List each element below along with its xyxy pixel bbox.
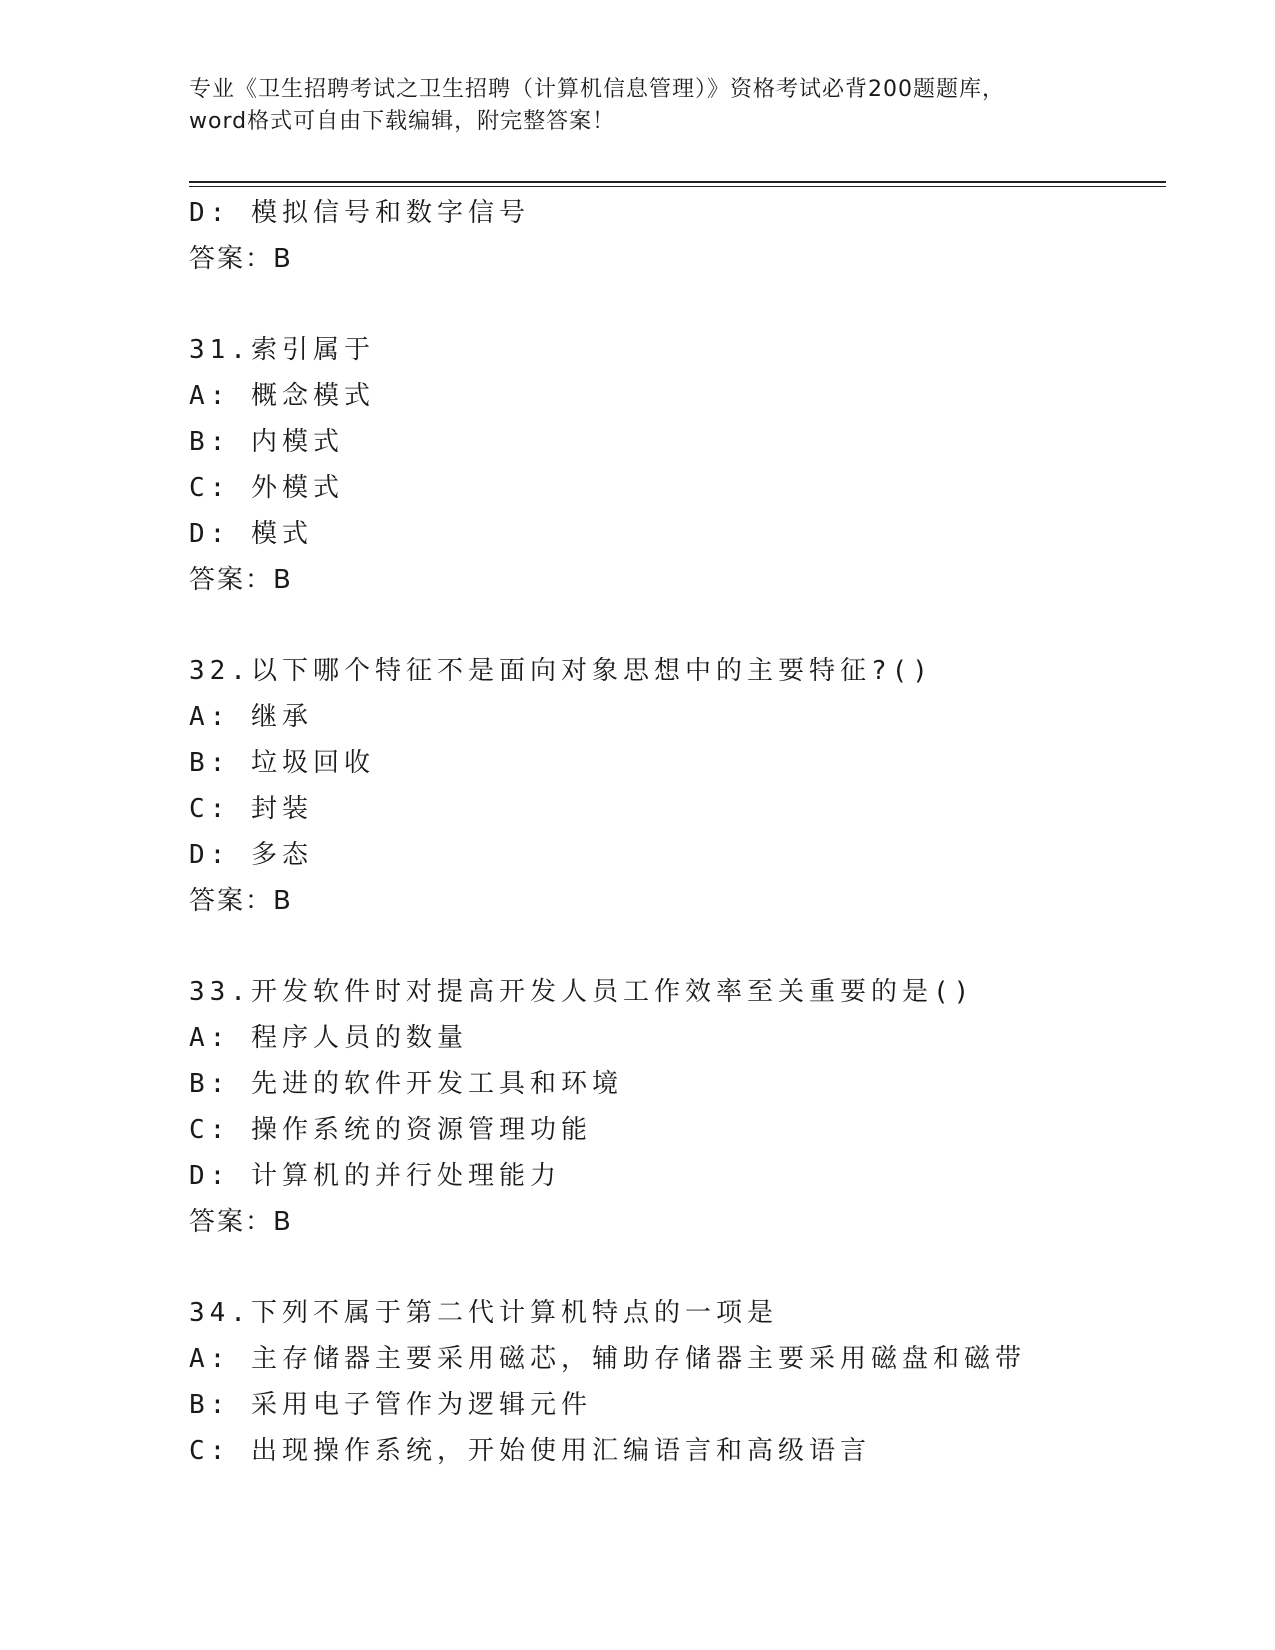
question-block-33 xyxy=(189,969,1169,1245)
question-text: 34.下列不属于第二代计算机特点的一项是 xyxy=(189,1298,778,1328)
option-d: D: 模式 xyxy=(189,519,313,549)
option-d: D: 模拟信号和数字信号 xyxy=(189,198,530,228)
option-a: A: 主存储器主要采用磁芯，辅助存储器主要采用磁盘和磁带 xyxy=(189,1344,1026,1374)
answer: 答案：B xyxy=(189,1207,293,1237)
question-text: 32.以下哪个特征不是面向对象思想中的主要特征?() xyxy=(189,656,933,686)
option-b: B: 采用电子管作为逻辑元件 xyxy=(189,1390,592,1420)
option-b: B: 垃圾回收 xyxy=(189,748,375,778)
option-c: C: 外模式 xyxy=(189,473,344,503)
option-c: C: 出现操作系统，开始使用汇编语言和高级语言 xyxy=(189,1436,871,1466)
answer: 答案：B xyxy=(189,565,293,595)
question-block-32 xyxy=(189,648,1169,924)
header-divider-thin xyxy=(189,186,1166,187)
question-text: 31.索引属于 xyxy=(189,335,375,365)
option-a: A: 继承 xyxy=(189,702,313,732)
document-header xyxy=(189,74,1089,138)
question-block-34 xyxy=(189,1290,1169,1474)
option-d: D: 多态 xyxy=(189,840,313,870)
question-block-31 xyxy=(189,327,1169,603)
option-a: A: 程序人员的数量 xyxy=(189,1023,468,1053)
question-text: 33.开发软件时对提高开发人员工作效率至关重要的是() xyxy=(189,977,975,1007)
option-d: D: 计算机的并行处理能力 xyxy=(189,1161,561,1191)
answer: 答案：B xyxy=(189,244,293,274)
header-title-line-2: word格式可自由下载编辑，附完整答案！ xyxy=(189,109,616,134)
option-b: B: 内模式 xyxy=(189,427,344,457)
answer: 答案：B xyxy=(189,886,293,916)
header-divider-thick xyxy=(189,181,1166,183)
question-block-30 xyxy=(189,190,1169,282)
header-title-line-1: 专业《卫生招聘考试之卫生招聘（计算机信息管理）》资格考试必背200题题库， xyxy=(189,77,1005,102)
option-b: B: 先进的软件开发工具和环境 xyxy=(189,1069,623,1099)
option-c: C: 操作系统的资源管理功能 xyxy=(189,1115,592,1145)
option-c: C: 封装 xyxy=(189,794,313,824)
option-a: A: 概念模式 xyxy=(189,381,375,411)
question-list xyxy=(189,190,1169,1474)
